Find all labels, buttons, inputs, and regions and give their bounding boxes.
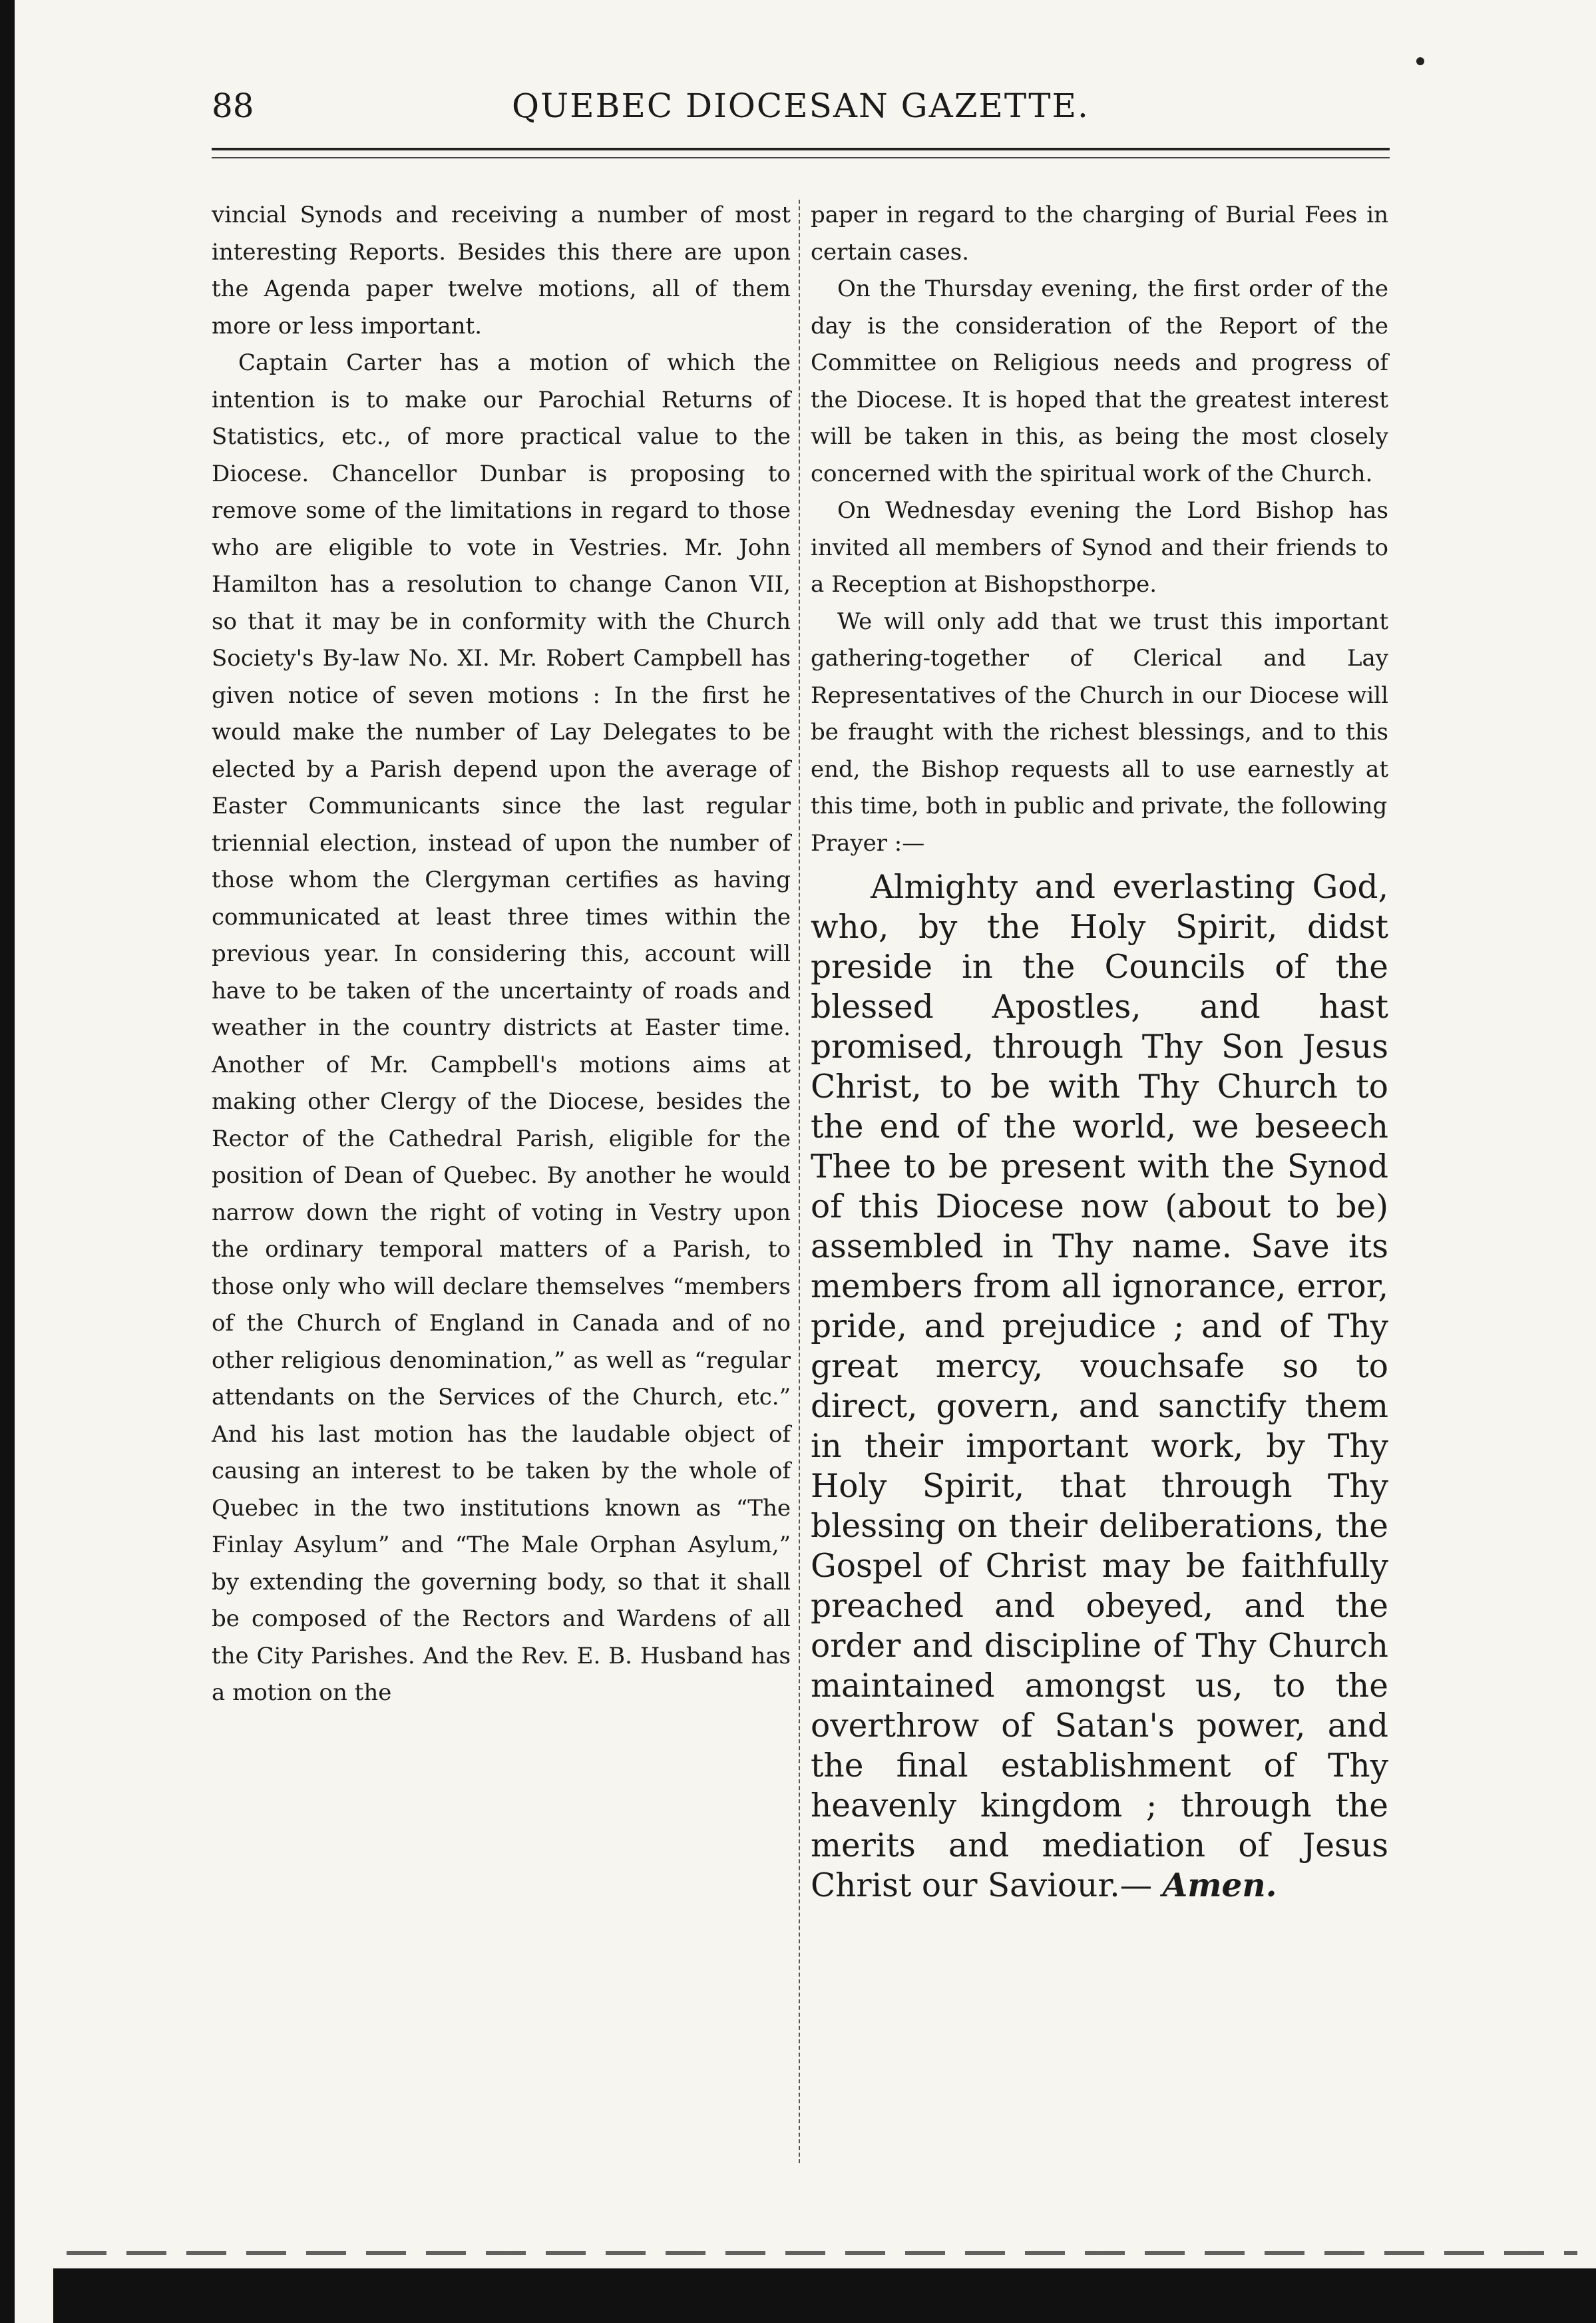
page-header (212, 79, 1390, 132)
bottom-rule (67, 2251, 1577, 2255)
right-paragraph-4: We will only add that we trust this important gathering-together of Clerical and Lay Representatives of the Church in our Diocese will be fraught with the richest blessings, and to this end, the Bishop requests all to use earnestly at this time, both in public and private, the following (811, 608, 1388, 819)
right-paragraph-3: On Wednesday evening the Lord Bishop has invited all members of Synod and their friends to a Reception at Bishopsthorpe. (811, 497, 1388, 598)
scan-bottom-shadow (53, 2268, 1596, 2323)
right-paragraph-2: On the Thursday evening, the first order of the day is the consideration of the Report of the Committee on Religious needs and progress of the Diocese. It is hoped that the greatest interest will be taken in this, as being the most closely concerned with the spiritual work of the Church. (811, 276, 1388, 487)
prayer-amen: Amen. (1162, 1866, 1277, 1904)
left-column (212, 197, 791, 1712)
right-column (811, 197, 1388, 1906)
prayer-body: Almighty and everlasting God, who, by the Holy Spirit, didst preside in the Councils of the blessed Apostles, and hast promised, through Thy Son Jesus Christ, to be with Thy Church to the end of the world, we beseech Thee to be present with the Synod of this Diocese now (about to be) assembled in Thy name. Save its members from all ignorance, error, pride, and prejudice ; and of Thy great mercy, vouchsafe so to direct, govern, and sanctify them in their important work, by Thy Holy Spirit, that through Thy blessing on their deliberations, the Gospel of Christ may be faithfully preached and obeyed, and the order and discipline of Thy Church maintained amongst us, to the overthrow of Satan's power, and the final establishment of Thy heavenly kingdom ; through the merits and mediation of Jesus Christ our Saviour.— (811, 868, 1388, 1904)
scan-edge-shadow (0, 0, 15, 2323)
prayer-text (811, 867, 1388, 1906)
scan-speck (1416, 57, 1424, 65)
page-number: 88 (212, 87, 254, 125)
prayer-label: Prayer :— (811, 829, 925, 857)
column-divider (799, 200, 800, 2163)
running-title: QUEBEC DIOCESAN GAZETTE. (512, 87, 1090, 125)
right-paragraph-1: paper in regard to the charging of Burial Fees in certain cases. (811, 202, 1388, 266)
header-rule (212, 148, 1390, 158)
left-paragraph-1: vincial Synods and receiving a number of most interesting Reports. Besides this there are upon the Agenda paper twelve motions, all of them more or less important. (212, 202, 791, 339)
left-paragraph-2: Captain Carter has a motion of which the intention is to make our Parochial Returns of Statistics, etc., of more practical value to the Diocese. Chancellor Dunbar is proposing to remove some of the limitations in regard to those who are eligible to vote in Vestries. Mr. John Hamilton has a resolution to change Canon VII, so that it may be in conformity with the Church Society's By-law No. XI. Mr. Robert Campbell has given notice of seven motions : In the first he would make the number of Lay Delegates to be elected by a Parish depend upon the average of Easter Communicants since the last regular triennial election, instead of upon the number of those whom the Clergyman certifies as having communicated at least three times within the previous year. In considering this, account will have to be taken of the uncertainty of roads and weather in the country districts at Easter time. Another of Mr. Campbell's motions aims at making other Clergy of the Diocese, besides the Rector of the Cathedral Parish, eligible for the position of Dean of Quebec. By another he would narrow down the right of voting in Vestry upon the ordinary temporal matters of a Parish, to those only who will declare themselves “members of the Church of England in Canada and of no other religious denomination,” as well as “regular attendants on the Services of the Church, etc.” And his last motion has the laudable object of causing an interest to be taken by the whole of Quebec in the two institutions known as “The Finlay Asylum” and “The Male Orphan Asylum,” by extending the governing body, so that it shall be composed of the Rectors and Wardens of all the City Parishes. And the Rev. E. B. Husband has a motion on the (212, 349, 791, 1706)
